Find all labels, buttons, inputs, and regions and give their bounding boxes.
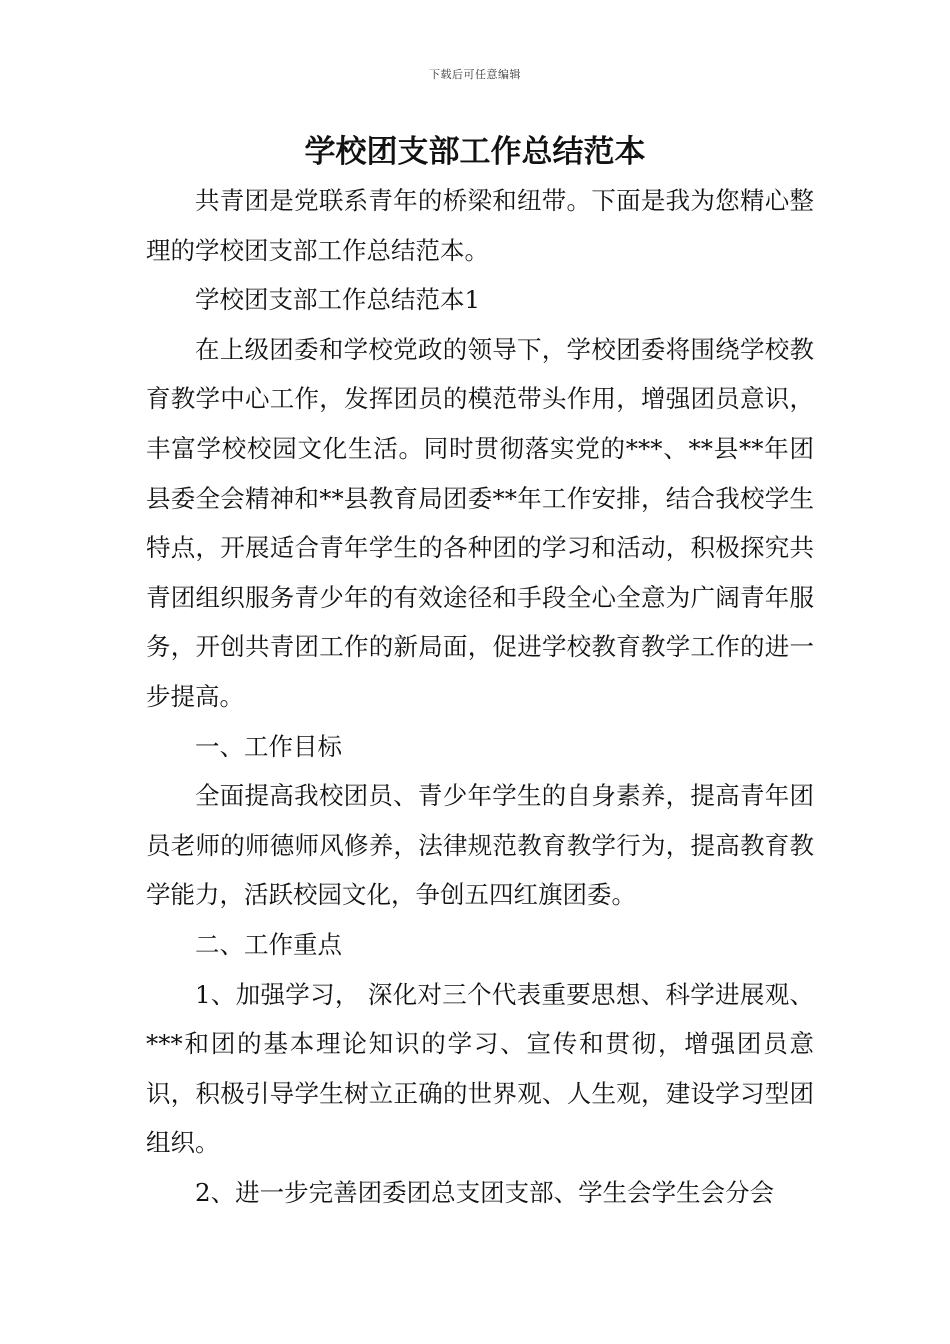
paragraph-goals: 全面提高我校团员、青少年学生的自身素养，提高青年团员老师的师德师风修养，法律规范教育教学行为，提高教育教学能力，活跃校园文化，争创五四红旗团委。 — [146, 781, 814, 910]
section-heading-sample-1: 学校团支部工作总结范本1 — [195, 285, 481, 315]
paragraph-focus-2: 2、进一步完善团委团总支团支部、学生会学生会分会 — [195, 1177, 775, 1207]
paragraph-intro: 共青团是党联系青年的桥梁和纽带。下面是我为您精心整理的学校团支部工作总结范本。 — [146, 186, 814, 265]
paragraph-focus-1: 1、加强学习， 深化对三个代表重要思想、科学进展观、***和团的基本理论知识的学习、宣传和贯彻，增强团员意识，积极引导学生树立正确的世界观、人生观，建设学习型团组织。 — [146, 979, 814, 1158]
section-heading-goals: 一、工作目标 — [195, 731, 342, 761]
section-heading-focus: 二、工作重点 — [195, 929, 342, 959]
paragraph-overview: 在上级团委和学校党政的领导下，学校团委将围绕学校教育教学中心工作，发挥团员的模范带头作用，增强团员意识，丰富学校校园文化生活。同时贯彻落实党的***、**县**年团县委全会精神和**县教育局团委**年工作安排，结合我校学生特点，开展适合青年学生的各种团的学习和活动，积极探究共青团组织服务青少年的有效途径和手段全心全意为广阔青年服务，开创共青团工作的新局面，促进学校教育教学工作的进一步提高。 — [146, 334, 814, 711]
document-title: 学校团支部工作总结范本 — [304, 134, 646, 170]
document-body — [146, 176, 814, 1217]
header-note: 下载后可任意编辑 — [429, 68, 521, 81]
